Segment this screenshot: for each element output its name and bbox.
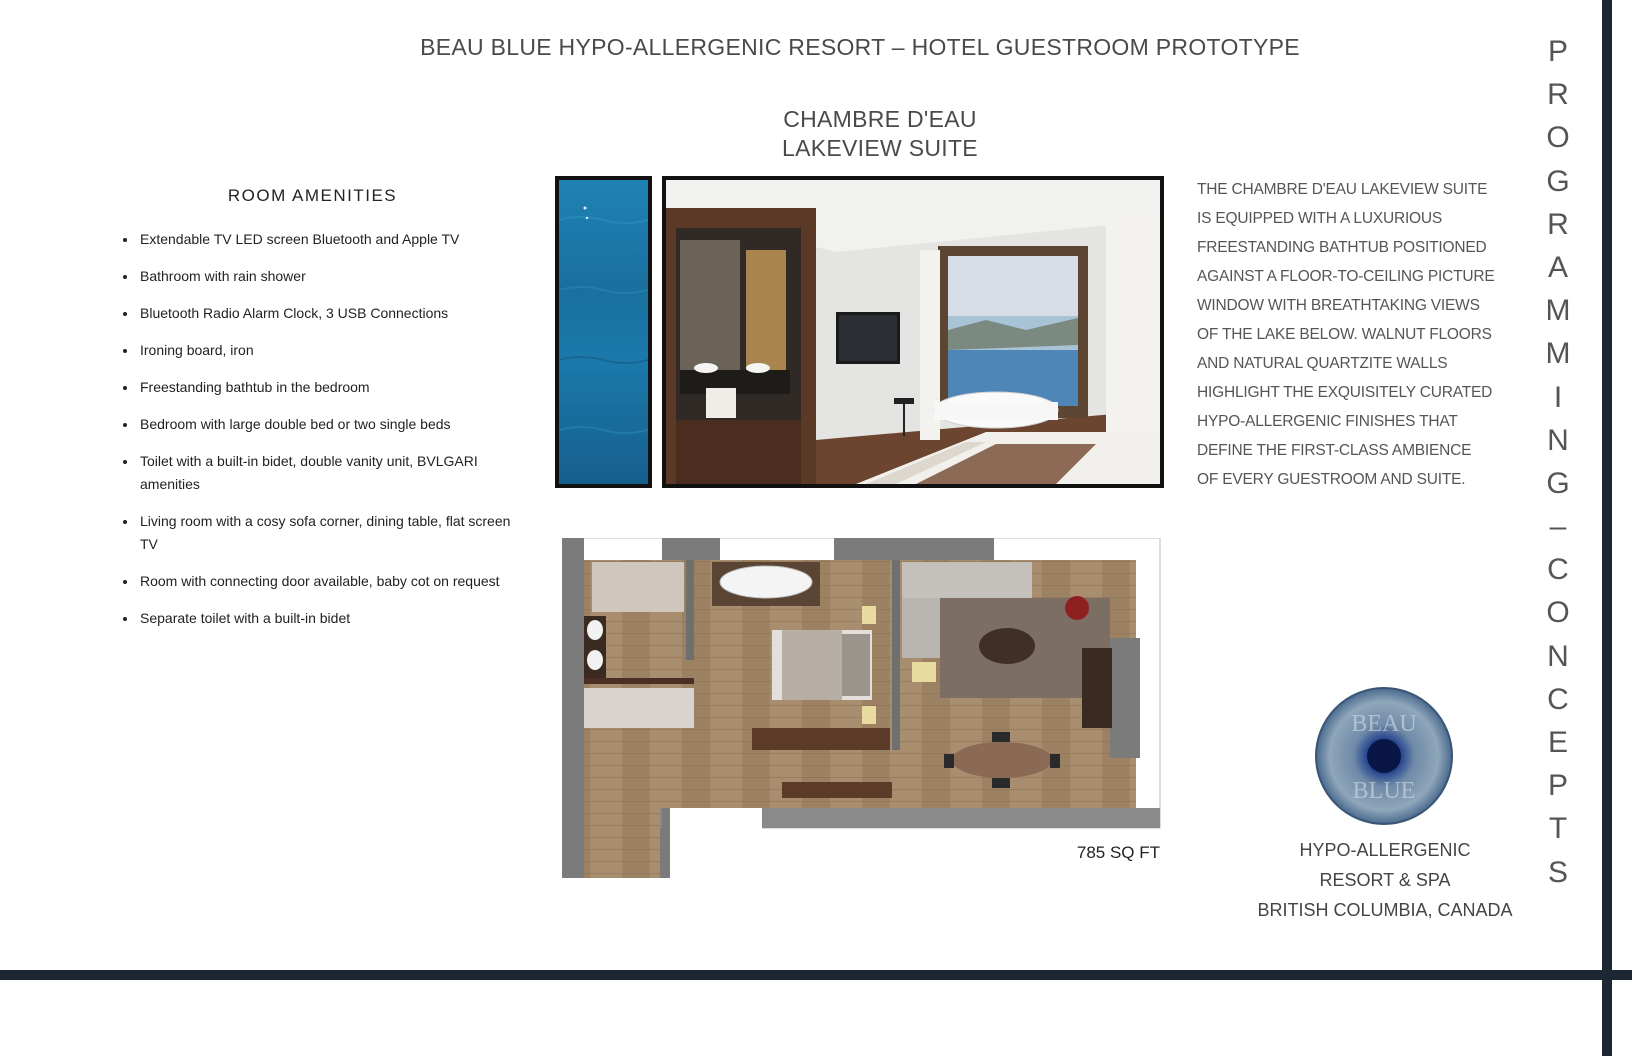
amenity-item: • Bedroom with large double bed or two single beds: [138, 413, 518, 436]
vertical-letter: C: [1547, 682, 1569, 716]
description-line: HYPO-ALLERGENIC FINISHES THAT: [1197, 413, 1458, 430]
suite-description: [1197, 175, 1517, 494]
amenity-item: • Extendable TV LED screen Bluetooth and Apple TV: [138, 228, 518, 251]
amenities-heading: ROOM AMENITIES: [227, 186, 398, 205]
description-line: THE CHAMBRE D'EAU LAKEVIEW SUITE: [1197, 181, 1488, 198]
amenity-item: • Room with connecting door available, baby cot on request: [138, 570, 518, 593]
vertical-letter: T: [1548, 812, 1568, 846]
vertical-letter: P: [1547, 35, 1568, 68]
amenity-item: • Bathroom with rain shower: [138, 265, 518, 288]
amenity-item: • Freestanding bathtub in the bedroom: [138, 376, 518, 399]
vertical-letter: R: [1547, 78, 1569, 112]
description-line: WINDOW WITH BREATHTAKING VIEWS: [1197, 297, 1480, 314]
logo-text-bottom: BLUE: [1352, 778, 1416, 804]
vertical-letter: N: [1547, 423, 1569, 457]
description-line: AND NATURAL QUARTZITE WALLS: [1197, 355, 1448, 372]
vertical-letter: M: [1545, 337, 1571, 371]
amenity-item: • Toilet with a built-in bidet, double vanity unit, BVLGARI amenities: [138, 450, 518, 496]
amenity-item: • Ironing board, iron: [138, 339, 518, 362]
vertical-letter: E: [1547, 726, 1568, 759]
floor-plan: [562, 538, 1162, 878]
vertical-letter: A: [1547, 250, 1568, 284]
description-line: AGAINST A FLOOR-TO-CEILING PICTURE: [1197, 268, 1495, 285]
vertical-letter: M: [1545, 294, 1571, 328]
water-texture-image: [555, 176, 652, 488]
description-line: DEFINE THE FIRST-CLASS AMBIENCE: [1197, 442, 1472, 459]
vertical-letter: S: [1547, 855, 1568, 889]
vertical-title: [1536, 30, 1580, 894]
vertical-letter: G: [1546, 466, 1570, 500]
brand-block: [1240, 835, 1530, 925]
suite-interior-photo: [662, 176, 1164, 488]
brand-line-3: BRITISH COLUMBIA, CANADA: [1257, 900, 1513, 920]
vertical-letter: P: [1547, 769, 1568, 803]
vertical-letter: N: [1547, 639, 1569, 673]
vertical-letter: O: [1546, 121, 1570, 155]
eye-logo-graphic: [1314, 686, 1454, 826]
suite-name-line-1: CHAMBRE D'EAU: [783, 106, 977, 132]
description-line: IS EQUIPPED WITH A LUXURIOUS: [1197, 210, 1443, 227]
amenities-list: [120, 228, 518, 644]
vertical-letter: C: [1547, 553, 1569, 587]
suite-interior-illustration: [666, 180, 1160, 484]
brand-line-2: RESORT & SPA: [1319, 870, 1451, 890]
frame-right-bar: [1602, 0, 1612, 1056]
suite-name-line-2: LAKEVIEW SUITE: [782, 135, 978, 161]
description-line: HIGHLIGHT THE EXQUISITELY CURATED: [1197, 384, 1493, 401]
description-line: OF EVERY GUESTROOM AND SUITE.: [1197, 471, 1466, 488]
amenity-item: • Separate toilet with a built-in bidet: [138, 607, 518, 630]
floor-plan-drawing: [562, 538, 1162, 878]
vertical-letter: R: [1547, 207, 1569, 241]
beau-blue-eye-logo: [1314, 686, 1454, 826]
vertical-letter: –: [1549, 510, 1567, 544]
frame-bottom-bar: [0, 970, 1632, 980]
description-line: FREESTANDING BATHTUB POSITIONED: [1197, 239, 1487, 256]
floor-plan-area: 785 SQ FT: [1076, 843, 1160, 862]
amenity-item: • Living room with a cosy sofa corner, dining table, flat screen TV: [138, 510, 518, 556]
brand-line-1: HYPO-ALLERGENIC: [1299, 840, 1471, 860]
vertical-letter: I: [1553, 380, 1563, 414]
water-ripples-graphic: [559, 180, 648, 484]
vertical-letter: O: [1546, 596, 1570, 630]
page-title: BEAU BLUE HYPO-ALLERGENIC RESORT – HOTEL GUESTROOM PROTOTYPE: [420, 34, 1300, 60]
amenity-item: • Bluetooth Radio Alarm Clock, 3 USB Connections: [138, 302, 518, 325]
logo-text-top: BEAU: [1351, 711, 1417, 737]
description-line: OF THE LAKE BELOW. WALNUT FLOORS: [1197, 326, 1492, 343]
vertical-letter: G: [1546, 164, 1570, 198]
